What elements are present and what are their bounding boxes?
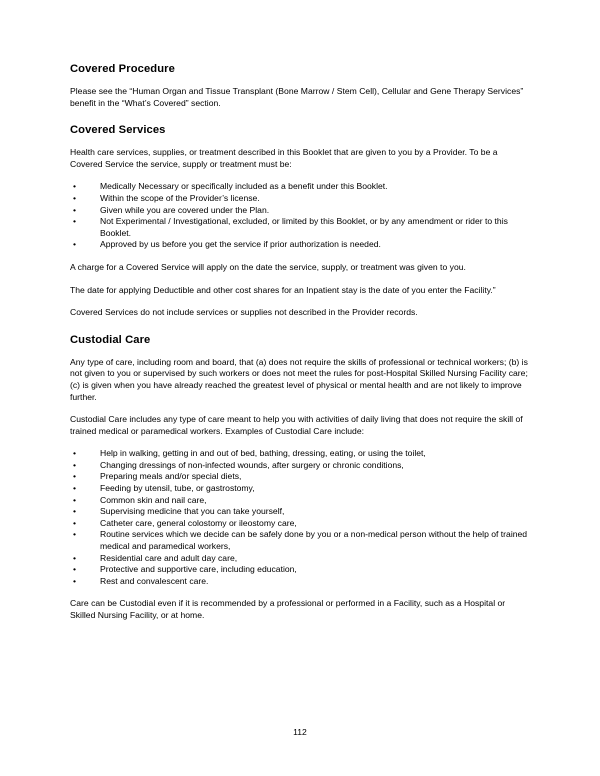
bullet-icon: • — [73, 517, 77, 528]
list-item-text: Residential care and adult day care, — [100, 552, 238, 563]
list-item — [70, 460, 529, 472]
spacer — [70, 170, 529, 181]
paragraph-covered-services-exclusion: Covered Services do not include services or supplies not described in the Provider records. — [70, 307, 418, 318]
bullet-icon: • — [73, 239, 77, 250]
list-item — [70, 471, 529, 483]
list-item-text: Given while you are covered under the Plan. — [100, 204, 270, 215]
bullet-icon: • — [73, 216, 77, 227]
list-item — [70, 553, 529, 565]
spacer — [70, 137, 529, 147]
list-custodial-care-examples — [70, 448, 529, 587]
list-item — [70, 576, 529, 588]
list-item-text: Protective and supportive care, including education, — [100, 564, 297, 575]
list-item-text: Preparing meals and/or special diets, — [100, 471, 242, 482]
list-item — [70, 506, 529, 518]
list-item — [70, 181, 529, 193]
list-item-text: Feeding by utensil, tube, or gastrostomy, — [100, 483, 255, 494]
list-item-text: Help in walking, getting in and out of bed, bathing, dressing, eating, or using the toilet, — [100, 448, 426, 459]
spacer — [70, 347, 529, 357]
heading-covered-services: Covered Services — [70, 124, 166, 137]
list-item — [70, 448, 529, 460]
paragraph-custodial-care-closing: Care can be Custodial even if it is recommended by a professional or performed in a Facility, such as a Hospital or Skilled Nursing Facility, or at home. — [70, 598, 506, 620]
bullet-icon: • — [73, 552, 77, 563]
paragraph-charge-date: A charge for a Covered Service will apply on the date the service, supply, or treatment was given to you. — [70, 261, 466, 272]
list-item — [70, 483, 529, 495]
spacer — [70, 251, 529, 262]
bullet-icon: • — [73, 459, 77, 470]
heading-custodial-care: Custodial Care — [70, 333, 151, 346]
list-item — [70, 529, 529, 552]
list-item-text: Within the scope of the Provider’s license. — [100, 192, 260, 203]
paragraph-custodial-care-definition: Any type of care, including room and board, that (a) does not require the skills of professional or technical workers; (b) is not given to you or supervised by such workers or does not meet the rules for post-Hospital Skilled Nursing Facility care; (c) is given when you have already reached the greatest level of physical or mental health and are not likely to improve further. — [70, 356, 528, 402]
list-item-text: Common skin and nail care, — [100, 494, 207, 505]
bullet-icon: • — [73, 471, 77, 482]
list-item-text: Supervising medicine that you can take yourself, — [100, 506, 285, 517]
page-content — [70, 62, 529, 622]
spacer — [70, 76, 529, 86]
spacer — [70, 587, 529, 598]
list-item-text: Not Experimental / Investigational, excluded, or limited by this Booklet, or by any amendment or rider to this Booklet. — [100, 216, 508, 238]
list-item-text: Changing dressings of non-infected wounds, after surgery or chronic conditions, — [100, 459, 404, 470]
bullet-icon: • — [73, 494, 77, 505]
spacer — [70, 437, 529, 448]
bullet-icon: • — [73, 204, 77, 215]
list-item — [70, 518, 529, 530]
heading-covered-procedure: Covered Procedure — [70, 63, 175, 75]
spacer — [70, 319, 529, 333]
list-item — [70, 239, 529, 251]
list-item-text: Approved by us before you get the service if prior authorization is needed. — [100, 239, 381, 250]
list-item — [70, 205, 529, 217]
spacer — [70, 109, 529, 123]
list-item-text: Catheter care, general colostomy or ileostomy care, — [100, 517, 297, 528]
bullet-icon: • — [73, 506, 77, 517]
paragraph-custodial-care-includes: Custodial Care includes any type of care meant to help you with activities of daily living that does not require the skill of trained medical or paramedical workers. Examples of Custodial Care include: — [70, 414, 523, 436]
spacer — [70, 274, 529, 285]
spacer — [70, 403, 529, 414]
page-number: 112 — [293, 727, 307, 737]
paragraph-covered-services-intro: Health care services, supplies, or treatment described in this Booklet that are given to you by a Provider. To be a Covered Service the service, supply or treatment must be: — [70, 147, 498, 169]
paragraph-deductible-date: The date for applying Deductible and other cost shares for an Inpatient stay is the date of you enter the Facility.” — [70, 284, 496, 295]
list-item — [70, 216, 529, 239]
bullet-icon: • — [73, 529, 77, 540]
bullet-icon: • — [73, 192, 77, 203]
paragraph-covered-procedure: Please see the “Human Organ and Tissue Transplant (Bone Marrow / Stem Cell), Cellular and Gene Therapy Services” benefit in the “What’s Covered” section. — [70, 86, 524, 108]
list-item-text: Rest and convalescent care. — [100, 575, 209, 586]
list-item — [70, 193, 529, 205]
list-item — [70, 564, 529, 576]
bullet-icon: • — [73, 181, 77, 192]
spacer — [70, 296, 529, 307]
list-item-text: Medically Necessary or specifically included as a benefit under this Booklet. — [100, 181, 388, 192]
list-covered-service-requirements — [70, 181, 529, 251]
bullet-icon: • — [73, 575, 77, 586]
bullet-icon: • — [73, 564, 77, 575]
bullet-icon: • — [73, 483, 77, 494]
list-item — [70, 495, 529, 507]
bullet-icon: • — [73, 448, 77, 459]
list-item-text: Routine services which we decide can be safely done by you or a non-medical person without the help of trained medical and paramedical workers, — [100, 529, 528, 552]
